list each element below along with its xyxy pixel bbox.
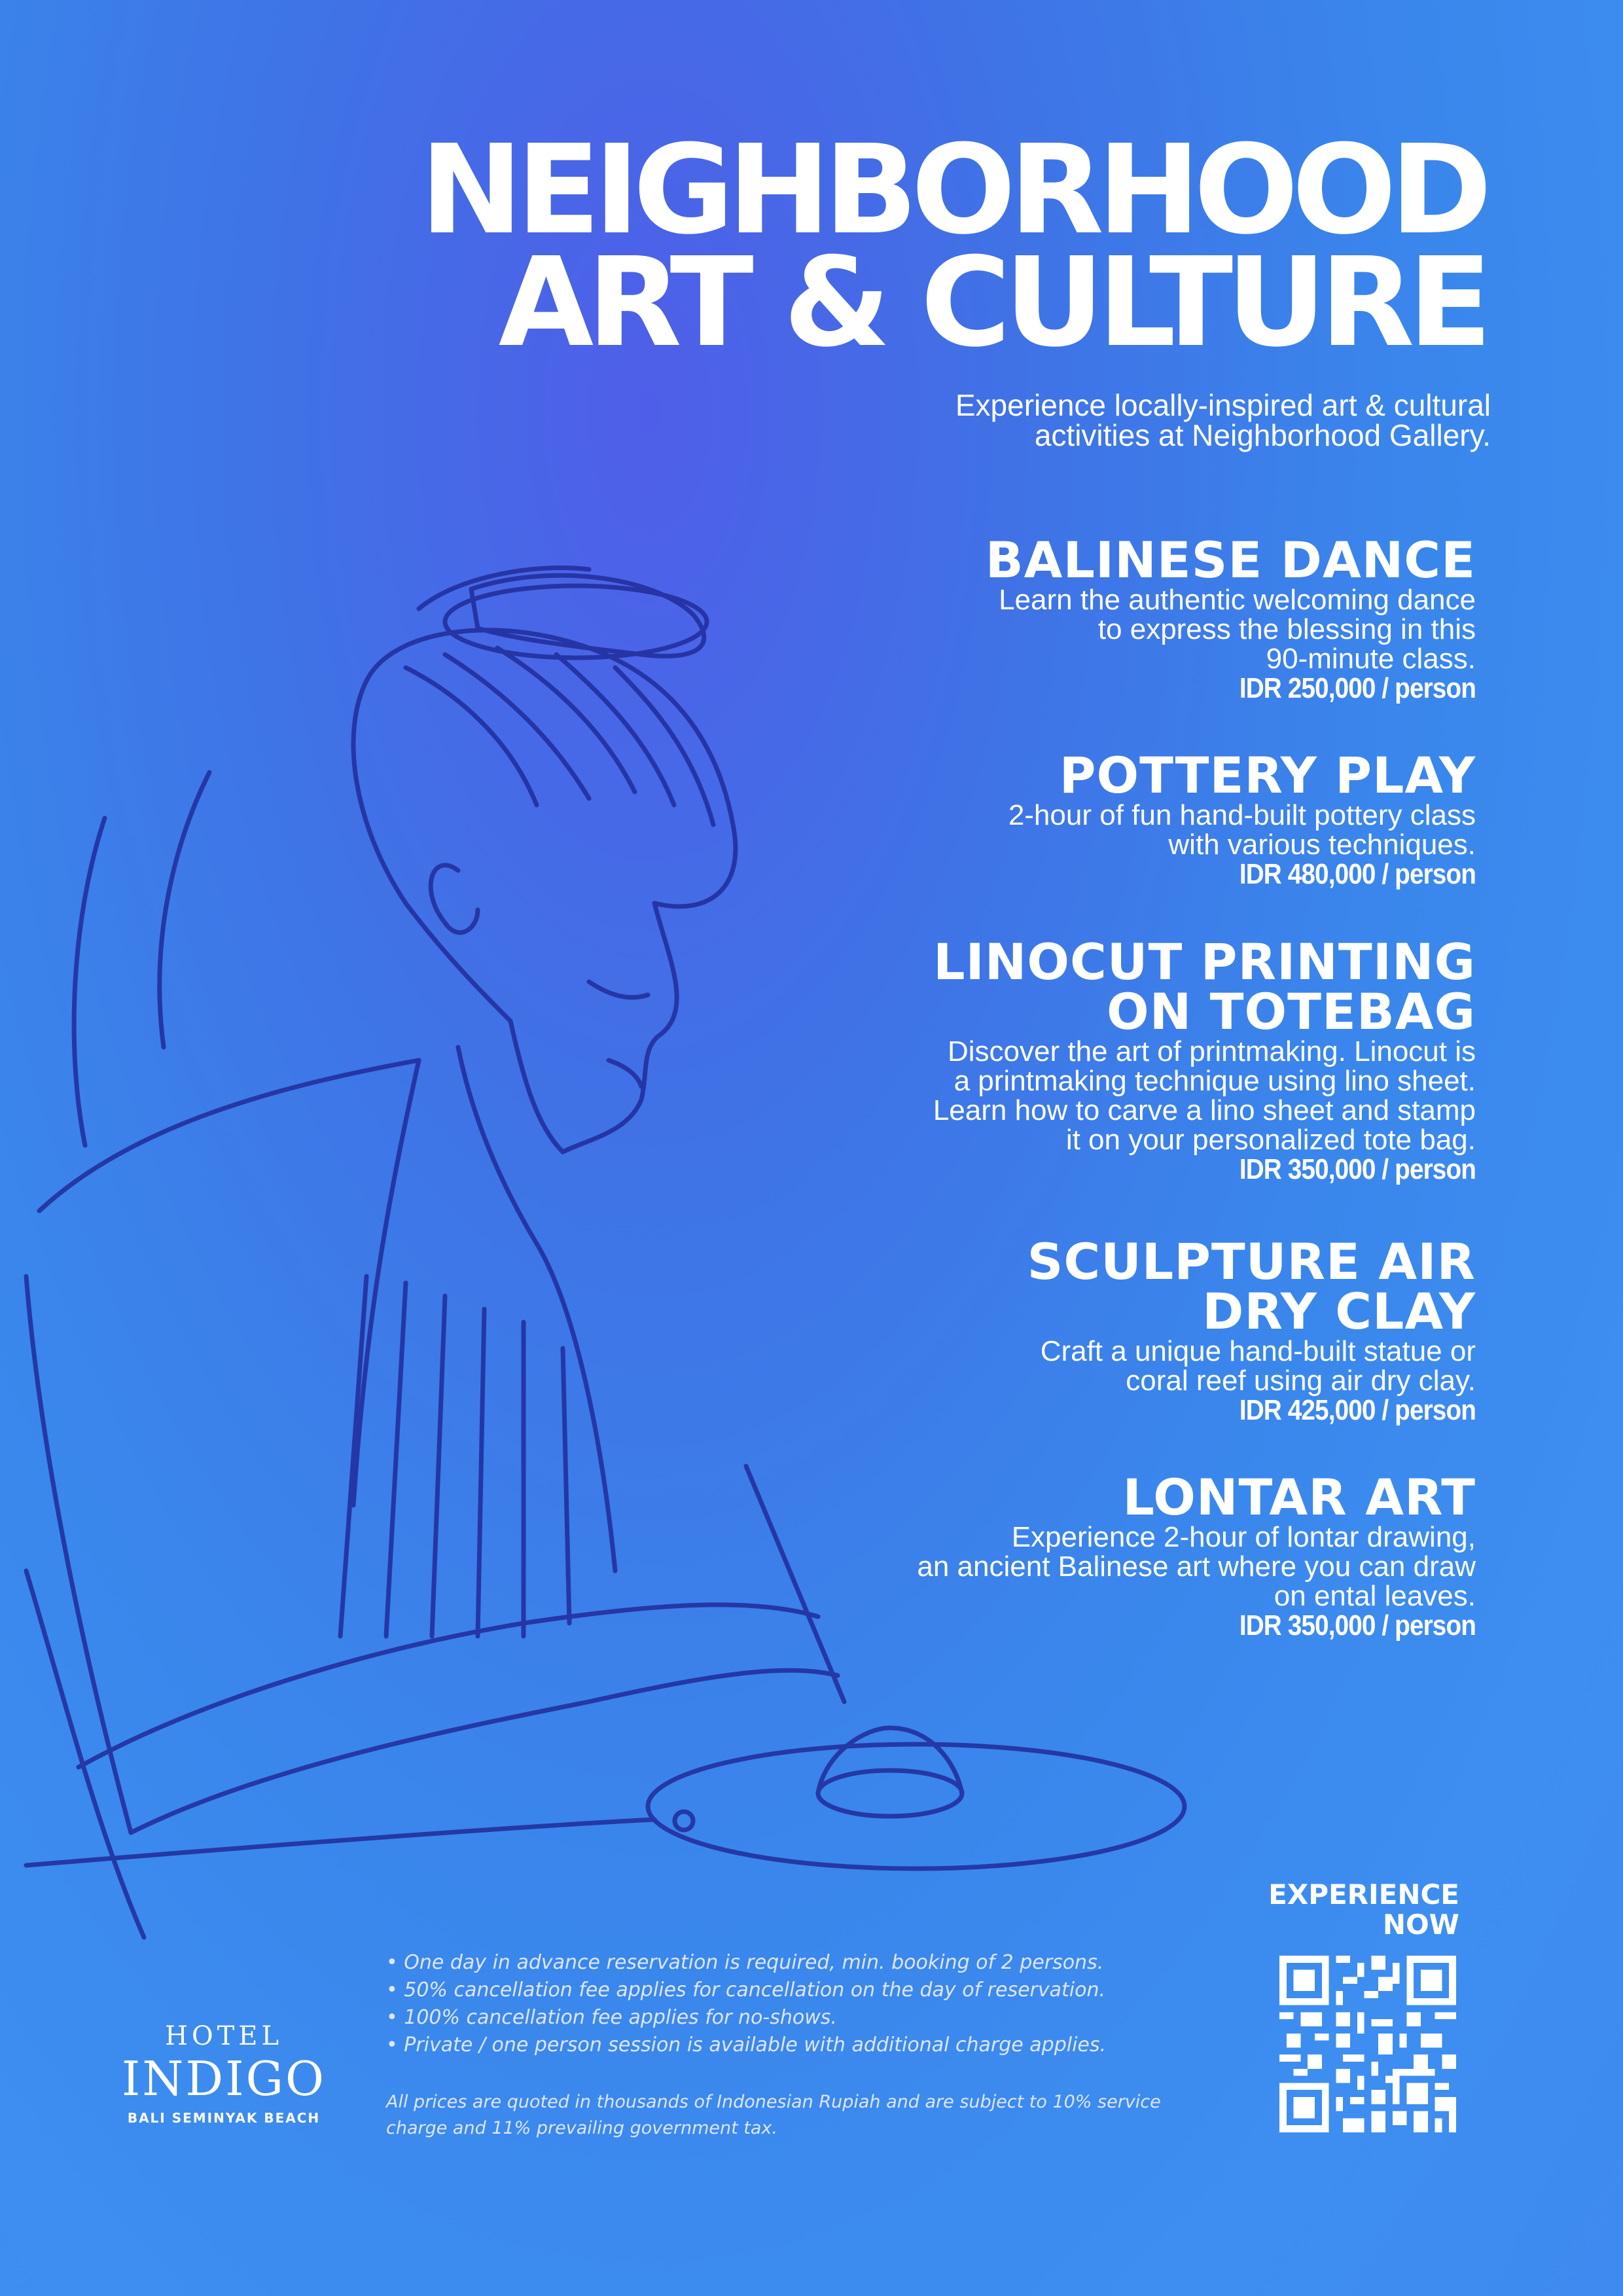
activity-description: Experience 2-hour of lontar drawing, an ancient Balinese art where you can draw on ental leaves. (917, 1521, 1476, 1612)
hotel-indigo-logo (113, 2020, 335, 2131)
activity-pottery-play (658, 746, 1476, 890)
activity-price: IDR 250,000 / person (1239, 672, 1476, 704)
activity-title: LINOCUT PRINTING ON TOTEBAG (933, 933, 1476, 1041)
activity-linocut-printing (658, 933, 1476, 1185)
activity-sculpture-air-dry-clay (658, 1232, 1476, 1426)
activity-description: Craft a unique hand-built statue or coral reef using air dry clay. (1040, 1335, 1476, 1397)
activity-price: IDR 480,000 / person (1239, 858, 1476, 890)
subtitle-line-1: Experience locally-inspired art & cultural (955, 388, 1491, 422)
poster-title (419, 118, 1486, 374)
activity-description: 2-hour of fun hand-built pottery class with various techniques. (1008, 799, 1476, 861)
title-line-1: NEIGHBORHOOD (419, 118, 1486, 262)
activity-title: LONTAR ART (1122, 1468, 1476, 1526)
subtitle-line-2: activities at Neighborhood Gallery. (1034, 418, 1491, 452)
activity-title: SCULPTURE AIR DRY CLAY (1027, 1232, 1476, 1340)
activity-price: IDR 425,000 / person (1239, 1394, 1476, 1426)
activity-price: IDR 350,000 / person (1239, 1153, 1476, 1185)
title-line-2: ART & CULTURE (498, 231, 1486, 374)
note-item: • 100% cancellation fee applies for no-shows. (386, 2004, 1211, 2032)
note-item: • Private / one person session is available with additional charge applies. (386, 2032, 1211, 2059)
activity-balinese-dance (658, 531, 1476, 704)
activity-title: BALINESE DANCE (985, 531, 1476, 589)
logo-location-text: BALI SEMINYAK BEACH (127, 2110, 321, 2126)
booking-notes (386, 1949, 1211, 2059)
activity-title: POTTERY PLAY (1059, 746, 1476, 804)
activity-price: IDR 350,000 / person (1239, 1609, 1476, 1641)
note-item: • 50% cancellation fee applies for cancellation on the day of reservation. (386, 1977, 1211, 2004)
logo-hotel-text: HOTEL (164, 2021, 283, 2051)
qr-code-icon[interactable] (1279, 1956, 1456, 2132)
activity-description: Learn the authentic welcoming dance to express the blessing in this 90-minute class. (999, 584, 1476, 675)
note-item: • One day in advance reservation is required, min. booking of 2 persons. (386, 1949, 1211, 1977)
price-footnote: All prices are quoted in thousands of Indonesian Rupiah and are subject to 10% service charge and 11% prevailing government tax. (386, 2092, 1161, 2138)
activity-lontar-art (658, 1468, 1476, 1641)
logo-brand-text: INDIGO (121, 2051, 327, 2106)
activity-description: Discover the art of printmaking. Linocut is a printmaking technique using lino sheet. Learn how to carve a lino sheet and stamp it on your personalized tote bag. (933, 1035, 1476, 1156)
experience-now-label: EXPERIENCE NOW (1268, 1878, 1459, 1941)
poster-subtitle (705, 390, 1491, 450)
